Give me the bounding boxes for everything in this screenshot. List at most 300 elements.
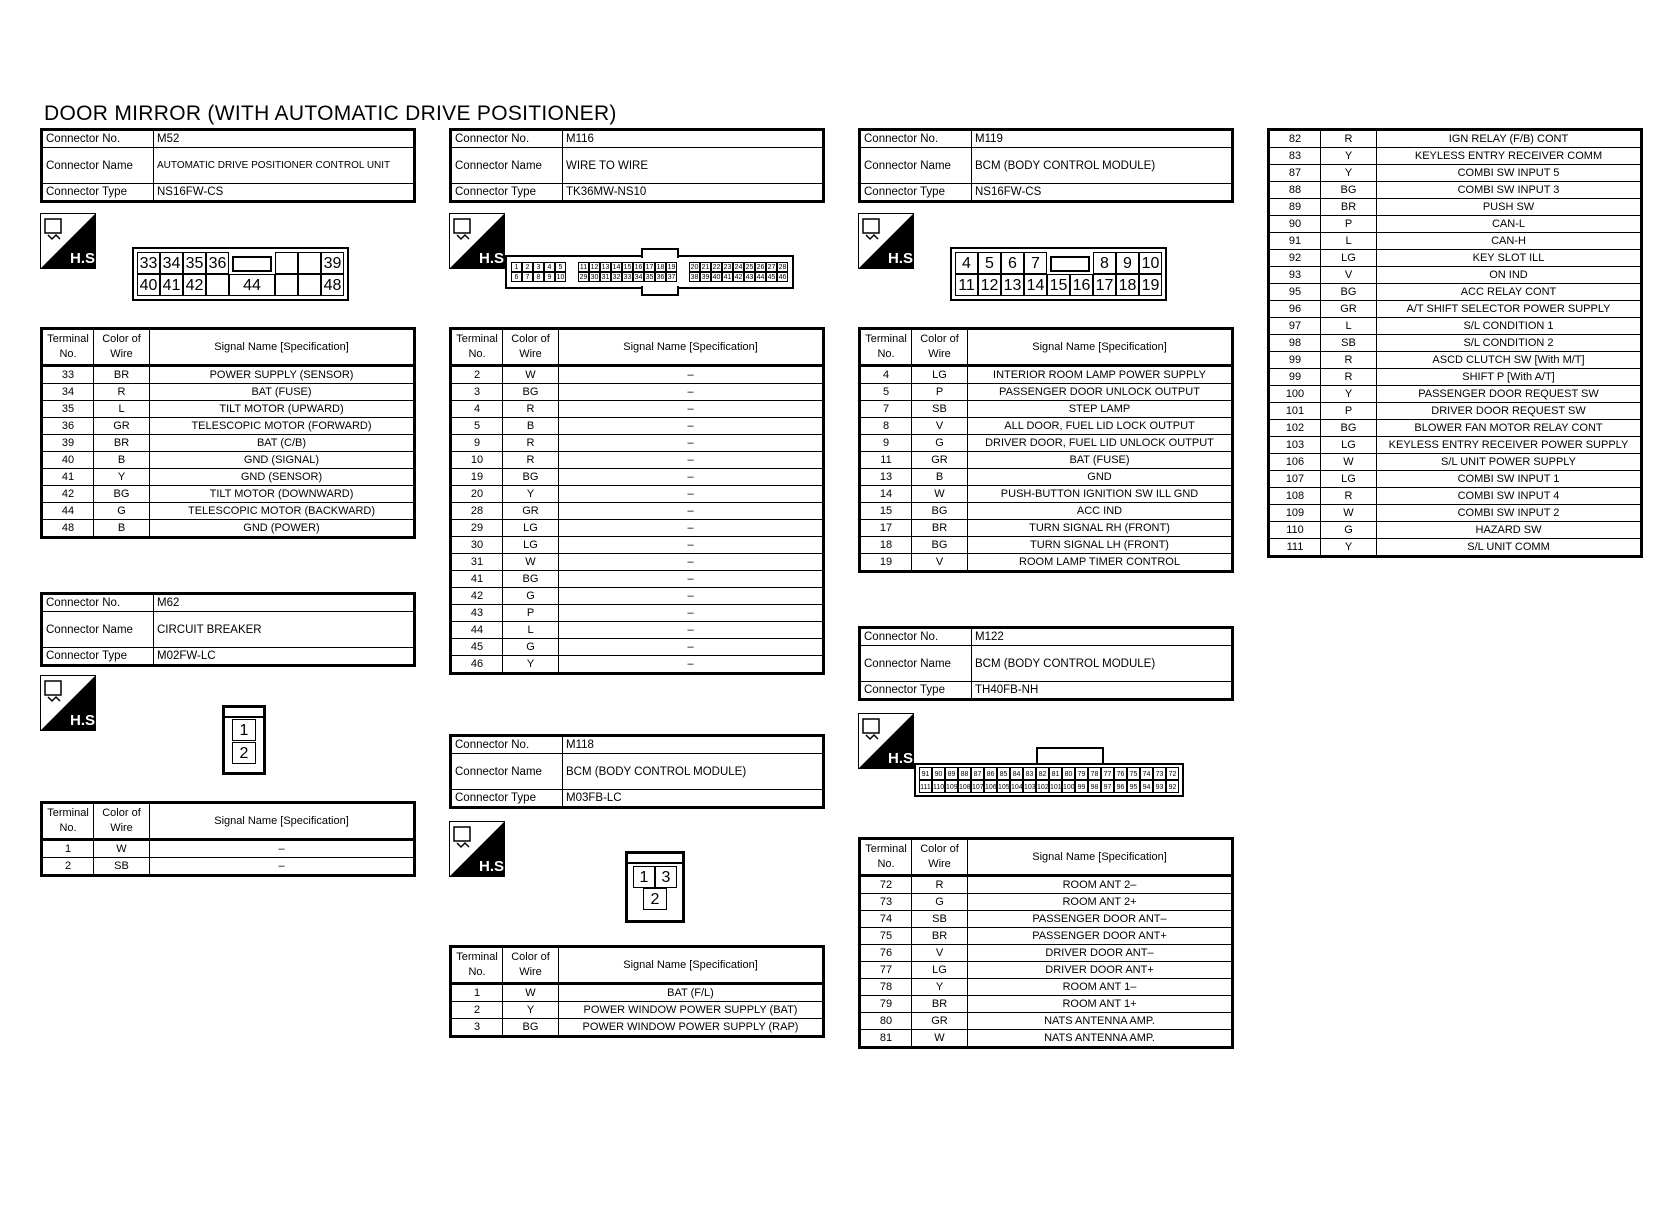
terminal-no: 87 — [1269, 165, 1321, 182]
pin: 101 — [1049, 780, 1062, 793]
pin: 14 — [1024, 274, 1047, 296]
terminal-table-m118 — [449, 945, 825, 1038]
terminal-no: 80 — [860, 1013, 912, 1030]
wire-color: LG — [1321, 471, 1377, 488]
terminal-no: 77 — [860, 962, 912, 979]
wire-color: BR — [912, 996, 968, 1013]
signal-name: – — [559, 401, 824, 418]
wire-color: R — [1321, 352, 1377, 369]
hs-label: H.S. — [70, 250, 100, 267]
conn-type-label: Connector Type — [451, 184, 563, 202]
pin: 77 — [1101, 767, 1114, 780]
signal-name: ACC IND — [968, 503, 1233, 520]
signal-name: NATS ANTENNA AMP. — [968, 1013, 1233, 1030]
signal-name: – — [150, 858, 415, 876]
pin: 11 — [579, 264, 588, 271]
pin: 36 — [206, 252, 229, 274]
pin: 5 — [555, 262, 566, 272]
pin: 10 — [1139, 252, 1162, 274]
table-row — [1269, 233, 1642, 250]
table-row — [860, 435, 1233, 452]
table-row — [451, 554, 824, 571]
signal-name: PASSENGER DOOR ANT+ — [968, 928, 1233, 945]
wire-color: Y — [912, 979, 968, 996]
wire-color: W — [1321, 454, 1377, 471]
pin: 73 — [1153, 767, 1166, 780]
terminal-no: 2 — [451, 366, 503, 384]
signal-name: DRIVER DOOR ANT+ — [968, 962, 1233, 979]
table-row — [42, 401, 415, 418]
table-row — [42, 858, 415, 876]
pin: 12 — [590, 264, 599, 271]
conn-no-label: Connector No. — [451, 736, 563, 754]
pin-block-mid — [578, 262, 677, 282]
wire-color: R — [912, 876, 968, 894]
signal-name: A/T SHIFT SELECTOR POWER SUPPLY — [1377, 301, 1642, 318]
table-row — [860, 554, 1233, 572]
wire-color: BG — [912, 503, 968, 520]
conn-name-value: AUTOMATIC DRIVE POSITIONER CONTROL UNIT — [154, 148, 415, 184]
wire-color: BG — [1321, 182, 1377, 199]
conn-type-value: TH40FB-NH — [972, 682, 1233, 700]
pin: 76 — [1114, 767, 1127, 780]
table-row — [451, 605, 824, 622]
pin: 25 — [745, 264, 754, 271]
terminal-no: 8 — [860, 418, 912, 435]
pin: 110 — [932, 780, 945, 793]
terminal-table-m122-continued — [1267, 128, 1643, 558]
wire-color: G — [912, 894, 968, 911]
pin: 4 — [955, 252, 978, 274]
wire-color: W — [912, 486, 968, 503]
wire-color: B — [503, 418, 559, 435]
pin: 87 — [971, 767, 984, 780]
pin: 7 — [522, 272, 533, 282]
signal-name: S/L UNIT POWER SUPPLY — [1377, 454, 1642, 471]
terminal-no: 1 — [451, 984, 503, 1002]
wire-color: LG — [1321, 437, 1377, 454]
terminal-no: 34 — [42, 384, 94, 401]
wire-color: R — [94, 384, 150, 401]
pin: 95 — [1127, 780, 1140, 793]
table-row — [42, 469, 415, 486]
pin: 42 — [734, 274, 743, 281]
wire-color: BR — [94, 366, 150, 384]
pin: 111 — [919, 780, 932, 793]
signal-name: BAT (FUSE) — [150, 384, 415, 401]
pin: 2 — [232, 742, 256, 764]
hs-harness-side-icon — [40, 213, 100, 269]
terminal-no: 74 — [860, 911, 912, 928]
pin: 88 — [958, 767, 971, 780]
pin-block-small — [511, 262, 566, 282]
wire-color: Y — [503, 656, 559, 674]
pin — [275, 274, 298, 296]
terminal-no: 96 — [1269, 301, 1321, 318]
table-row — [860, 503, 1233, 520]
wire-color: BG — [503, 1019, 559, 1037]
wire-color: SB — [94, 858, 150, 876]
terminal-no: 5 — [451, 418, 503, 435]
hdr-terminal: Terminal No. — [451, 947, 503, 984]
wire-color: G — [912, 435, 968, 452]
signal-name: TELESCOPIC MOTOR (FORWARD) — [150, 418, 415, 435]
connector-info-m118 — [449, 734, 825, 809]
pin: 14 — [612, 264, 621, 271]
hs-label: H.S. — [479, 858, 509, 875]
hdr-color: Color of Wire — [912, 329, 968, 366]
wire-color: BG — [503, 469, 559, 486]
conn-type-label: Connector Type — [42, 184, 154, 202]
pin: 72 — [1166, 767, 1179, 780]
wire-color: LG — [912, 962, 968, 979]
signal-name: DRIVER DOOR, FUEL LID UNLOCK OUTPUT — [968, 435, 1233, 452]
pin: 18 — [656, 264, 665, 271]
signal-name: NATS ANTENNA AMP. — [968, 1030, 1233, 1048]
signal-name: GND (SIGNAL) — [150, 452, 415, 469]
connector-info-m52 — [40, 128, 416, 203]
pin: 41 — [723, 274, 732, 281]
signal-name: BLOWER FAN MOTOR RELAY CONT — [1377, 420, 1642, 437]
terminal-no: 90 — [1269, 216, 1321, 233]
signal-name: ROOM ANT 1+ — [968, 996, 1233, 1013]
pin: 83 — [1023, 767, 1036, 780]
pin: 19 — [1139, 274, 1162, 296]
terminal-no: 76 — [860, 945, 912, 962]
pin: 35 — [645, 274, 654, 281]
table-row — [1269, 505, 1642, 522]
terminal-no: 1 — [42, 840, 94, 858]
wire-color: R — [503, 452, 559, 469]
table-row — [860, 979, 1233, 996]
lock-tab — [641, 248, 679, 258]
table-row — [451, 622, 824, 639]
hdr-color: Color of Wire — [503, 947, 559, 984]
signal-name: S/L UNIT COMM — [1377, 539, 1642, 557]
lock-tab — [229, 252, 275, 274]
hs-harness-side-icon — [40, 675, 100, 731]
pin — [206, 274, 229, 296]
wire-color: LG — [503, 520, 559, 537]
table-row — [860, 418, 1233, 435]
table-row — [1269, 284, 1642, 301]
terminal-no: 98 — [1269, 335, 1321, 352]
wire-color: G — [503, 588, 559, 605]
pin: 17 — [1093, 274, 1116, 296]
terminal-no: 11 — [860, 452, 912, 469]
table-row — [860, 384, 1233, 401]
connector-face-m119 — [950, 247, 1167, 301]
terminal-no: 111 — [1269, 539, 1321, 557]
conn-type-label: Connector Type — [860, 184, 972, 202]
hs-label: H.S. — [888, 250, 918, 267]
wire-color: B — [94, 520, 150, 538]
terminal-no: 48 — [42, 520, 94, 538]
table-row — [451, 384, 824, 401]
signal-name: ROOM ANT 1– — [968, 979, 1233, 996]
terminal-no: 19 — [451, 469, 503, 486]
signal-name: CAN-H — [1377, 233, 1642, 250]
terminal-no: 9 — [451, 435, 503, 452]
pin: 11 — [955, 274, 978, 296]
table-row — [451, 503, 824, 520]
table-row — [860, 894, 1233, 911]
terminal-no: 19 — [860, 554, 912, 572]
signal-name: PASSENGER DOOR ANT– — [968, 911, 1233, 928]
hs-label: H.S. — [70, 712, 100, 729]
terminal-no: 18 — [860, 537, 912, 554]
pin: 8 — [533, 272, 544, 282]
terminal-no: 5 — [860, 384, 912, 401]
pin: 46 — [778, 274, 787, 281]
wire-color: R — [1321, 130, 1377, 148]
wire-color: GR — [912, 1013, 968, 1030]
wire-color: Y — [94, 469, 150, 486]
conn-type-label: Connector Type — [860, 682, 972, 700]
terminal-no: 44 — [42, 503, 94, 520]
pin: 13 — [1001, 274, 1024, 296]
terminal-no: 41 — [451, 571, 503, 588]
table-row — [1269, 199, 1642, 216]
pin: 16 — [634, 264, 643, 271]
pin: 40 — [712, 274, 721, 281]
pin: 2 — [522, 262, 533, 272]
terminal-no: 17 — [860, 520, 912, 537]
terminal-no: 99 — [1269, 352, 1321, 369]
signal-name: INTERIOR ROOM LAMP POWER SUPPLY — [968, 366, 1233, 384]
table-row — [860, 1013, 1233, 1030]
hs-label: H.S. — [888, 750, 918, 767]
terminal-no: 3 — [451, 384, 503, 401]
conn-name-label: Connector Name — [451, 754, 563, 790]
conn-type-value: NS16FW-CS — [972, 184, 1233, 202]
wire-color: GR — [912, 452, 968, 469]
conn-no-value: M122 — [972, 628, 1233, 646]
signal-name: POWER WINDOW POWER SUPPLY (RAP) — [559, 1019, 824, 1037]
pin: 75 — [1127, 767, 1140, 780]
wire-color: Y — [1321, 539, 1377, 557]
conn-no-value: M118 — [563, 736, 824, 754]
conn-name-label: Connector Name — [860, 646, 972, 682]
pin — [298, 252, 321, 274]
wire-color: Y — [1321, 148, 1377, 165]
wire-color: V — [912, 554, 968, 572]
pin: 81 — [1049, 767, 1062, 780]
hdr-color: Color of Wire — [503, 329, 559, 366]
table-row — [860, 996, 1233, 1013]
signal-name: ROOM ANT 2– — [968, 876, 1233, 894]
signal-name: DRIVER DOOR ANT– — [968, 945, 1233, 962]
signal-name: – — [559, 537, 824, 554]
terminal-no: 108 — [1269, 488, 1321, 505]
table-row — [451, 537, 824, 554]
table-row — [860, 945, 1233, 962]
pin: 78 — [1088, 767, 1101, 780]
hdr-color: Color of Wire — [94, 329, 150, 366]
table-row — [451, 588, 824, 605]
pin: 33 — [623, 274, 632, 281]
connector-info-m119 — [858, 128, 1234, 203]
signal-name: – — [559, 605, 824, 622]
pin: 105 — [997, 780, 1010, 793]
pin: 13 — [601, 264, 610, 271]
connector-info-m122 — [858, 626, 1234, 701]
table-row — [860, 401, 1233, 418]
signal-name: ROOM ANT 2+ — [968, 894, 1233, 911]
wire-color: R — [503, 401, 559, 418]
lock-tab — [1047, 252, 1093, 274]
conn-name-value: CIRCUIT BREAKER — [154, 612, 415, 648]
pin: 80 — [1062, 767, 1075, 780]
terminal-table-m52 — [40, 327, 416, 539]
table-row — [451, 418, 824, 435]
wire-color: R — [503, 435, 559, 452]
pin: 48 — [321, 274, 344, 296]
hs-harness-side-icon — [858, 713, 918, 769]
table-row — [860, 366, 1233, 384]
signal-name: S/L CONDITION 2 — [1377, 335, 1642, 352]
hdr-color: Color of Wire — [912, 839, 968, 876]
hs-harness-side-icon — [449, 213, 509, 269]
terminal-no: 81 — [860, 1030, 912, 1048]
connector-face-m62 — [222, 705, 266, 775]
pin: 99 — [1075, 780, 1088, 793]
table-row — [1269, 267, 1642, 284]
table-row — [860, 1030, 1233, 1048]
terminal-no: 109 — [1269, 505, 1321, 522]
table-row — [451, 571, 824, 588]
table-row — [451, 1002, 824, 1019]
table-row — [1269, 130, 1642, 148]
signal-name: BAT (C/B) — [150, 435, 415, 452]
pin: 26 — [756, 264, 765, 271]
wire-color: G — [503, 639, 559, 656]
table-row — [860, 469, 1233, 486]
table-row — [1269, 539, 1642, 557]
conn-type-value: M02FW-LC — [154, 648, 415, 666]
wire-color: BG — [503, 384, 559, 401]
pin: 103 — [1023, 780, 1036, 793]
wire-color: P — [1321, 216, 1377, 233]
hdr-terminal: Terminal No. — [860, 839, 912, 876]
signal-name: STEP LAMP — [968, 401, 1233, 418]
table-row — [1269, 148, 1642, 165]
pin: 107 — [971, 780, 984, 793]
pin: 6 — [1001, 252, 1024, 274]
pin: 3 — [533, 262, 544, 272]
connector-face-m118 — [625, 851, 685, 923]
lock-tab — [641, 286, 679, 296]
pin: 104 — [1010, 780, 1023, 793]
terminal-table-m122 — [858, 837, 1234, 1049]
signal-name: – — [559, 554, 824, 571]
pin: 5 — [978, 252, 1001, 274]
pin: 85 — [997, 767, 1010, 780]
terminal-no: 40 — [42, 452, 94, 469]
wire-color: SB — [1321, 335, 1377, 352]
conn-name-label: Connector Name — [860, 148, 972, 184]
signal-name: KEYLESS ENTRY RECEIVER POWER SUPPLY — [1377, 437, 1642, 454]
conn-no-value: M116 — [563, 130, 824, 148]
table-row — [1269, 250, 1642, 267]
table-row — [42, 503, 415, 520]
pin: 23 — [723, 264, 732, 271]
wire-color: L — [503, 622, 559, 639]
table-row — [42, 520, 415, 538]
pin: 16 — [1070, 274, 1093, 296]
pin: 100 — [1062, 780, 1075, 793]
terminal-no: 95 — [1269, 284, 1321, 301]
table-row — [42, 486, 415, 503]
table-row — [1269, 488, 1642, 505]
hdr-terminal: Terminal No. — [451, 329, 503, 366]
wire-color: BR — [94, 435, 150, 452]
signal-name: TILT MOTOR (UPWARD) — [150, 401, 415, 418]
pin: 44 — [756, 274, 765, 281]
pin: 12 — [978, 274, 1001, 296]
pin: 94 — [1140, 780, 1153, 793]
conn-type-value: M03FB-LC — [563, 790, 824, 808]
signal-name: ALL DOOR, FUEL LID LOCK OUTPUT — [968, 418, 1233, 435]
terminal-no: 91 — [1269, 233, 1321, 250]
section-m122 — [858, 626, 1234, 1049]
pin: 79 — [1075, 767, 1088, 780]
wire-color: B — [94, 452, 150, 469]
pin: 91 — [919, 767, 932, 780]
lock-tab — [628, 854, 682, 864]
pin: 43 — [745, 274, 754, 281]
pin: 96 — [1114, 780, 1127, 793]
hs-harness-side-icon — [858, 213, 918, 269]
signal-name: PASSENGER DOOR REQUEST SW — [1377, 386, 1642, 403]
table-row — [1269, 318, 1642, 335]
table-row — [42, 435, 415, 452]
signal-name: BAT (F/L) — [559, 984, 824, 1002]
wire-color: L — [94, 401, 150, 418]
terminal-no: 2 — [451, 1002, 503, 1019]
conn-no-label: Connector No. — [42, 594, 154, 612]
lock-tab — [225, 708, 263, 718]
conn-name-label: Connector Name — [42, 612, 154, 648]
terminal-no: 72 — [860, 876, 912, 894]
signal-name: – — [559, 452, 824, 469]
pin: 17 — [645, 264, 654, 271]
table-row — [1269, 454, 1642, 471]
table-row — [860, 537, 1233, 554]
wire-color: W — [1321, 505, 1377, 522]
pin: 41 — [160, 274, 183, 296]
terminal-no: 42 — [42, 486, 94, 503]
terminal-no: 14 — [860, 486, 912, 503]
pin: 28 — [778, 264, 787, 271]
terminal-no: 7 — [860, 401, 912, 418]
terminal-no: 31 — [451, 554, 503, 571]
pin: 33 — [137, 252, 160, 274]
pin: 109 — [945, 780, 958, 793]
wire-color: Y — [1321, 165, 1377, 182]
table-row — [860, 520, 1233, 537]
pin: 84 — [1010, 767, 1023, 780]
terminal-no: 36 — [42, 418, 94, 435]
terminal-no: 78 — [860, 979, 912, 996]
signal-name: COMBI SW INPUT 2 — [1377, 505, 1642, 522]
pin: 37 — [667, 274, 676, 281]
wire-color: GR — [1321, 301, 1377, 318]
signal-name: TELESCOPIC MOTOR (BACKWARD) — [150, 503, 415, 520]
terminal-no: 75 — [860, 928, 912, 945]
table-row — [451, 520, 824, 537]
signal-name: – — [150, 840, 415, 858]
